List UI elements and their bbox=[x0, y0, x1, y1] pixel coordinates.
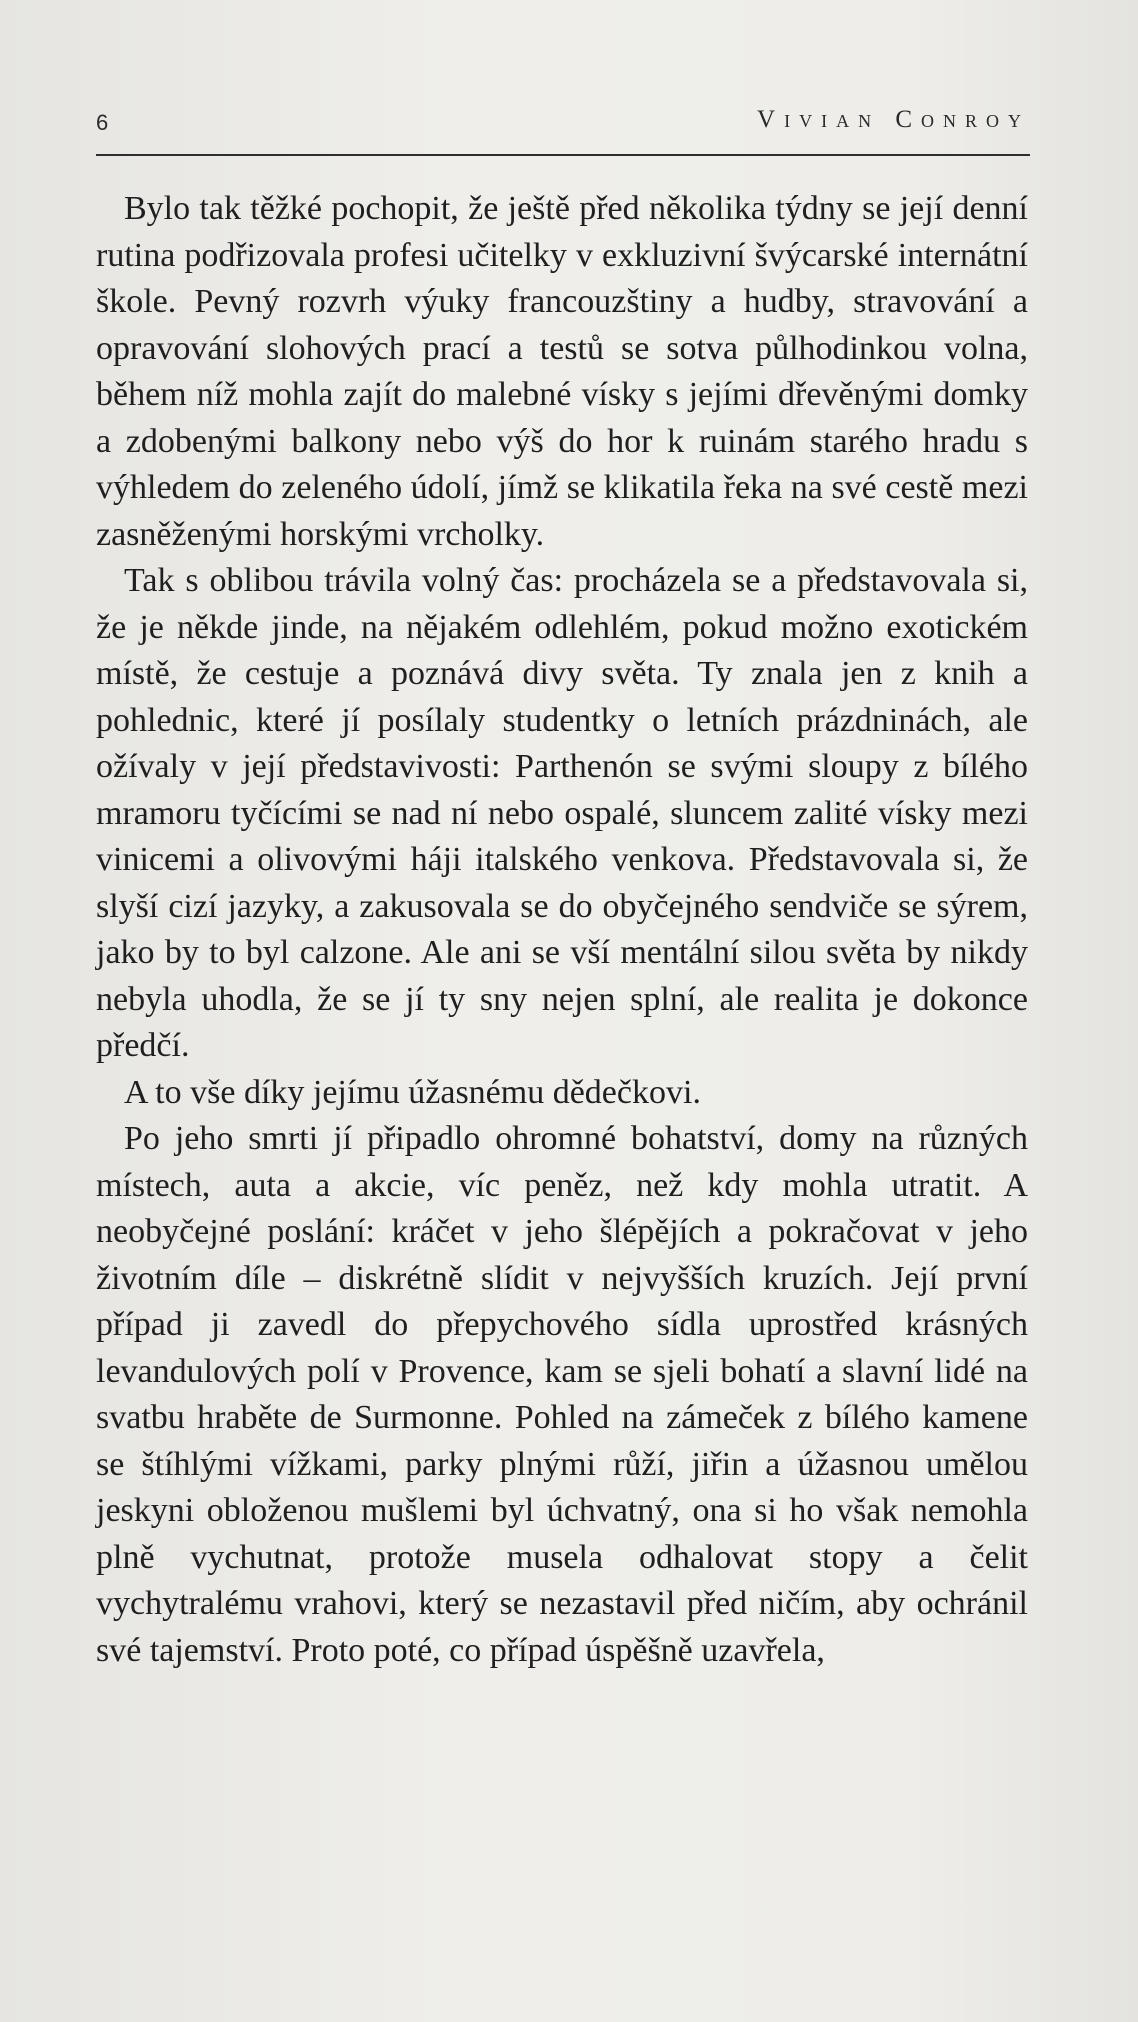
paragraph: Tak s oblibou trávila volný čas: procházela se a představovala si, že je někde jinde, na nějakém odlehlém, pokud možno exotickém místě, že cestuje a poznává divy světa. Ty znala jen z knih a pohlednic, které jí posílaly studentky o letních prázdninách, ale ožívaly v její představivosti: Parthenón se svými sloupy z bílého mramoru tyčícími se nad ní nebo ospalé, sluncem zalité vísky mezi vinicemi a olivovými háji italského venkova. Představovala si, že slyší cizí jazyky, a zakusovala se do obyčejného sendviče se sýrem, jako by to byl calzone. Ale ani se vší mentální silou světa by nikdy nebyla uhodla, že se jí ty sny nejen splní, ale realita je dokonce předčí. bbox=[96, 562, 1028, 1064]
running-head-author: Vivian Conroy bbox=[757, 106, 1030, 133]
paragraph: Bylo tak těžké pochopit, že ještě před několika týdny se její denní rutina podřizovala profesi učitelky v exkluzivní švýcarské internátní škole. Pevný rozvrh výuky francouzštiny a hudby, stravování a opravování slohových prací a testů se sotva půlhodinkou volna, během níž mohla zajít do malebné vísky s jejími dřevěnými domky a zdobenými balkony nebo výš do hor k ruinám starého hradu s výhledem do zeleného údolí, jímž se klikatila řeka na své cestě mezi zasněženými horskými vrcholky. bbox=[96, 190, 1028, 553]
paragraph: Po jeho smrti jí připadlo ohromné bohatství, domy na různých místech, auta a akcie, víc peněz, než kdy mohla utratit. A neobyčejné poslání: kráčet v jeho šlépějích a pokračovat v jeho životním díle – diskrétně slídit v nejvyšších kruzích. Její první případ ji zavedl do přepychového sídla uprostřed krásných levandulových polí v Provence, kam se sjeli bohatí a slavní lidé na svatbu hraběte de Surmonne. Pohled na zámeček z bílého kamene se štíhlými vížkami, parky plnými růží, jiřin a úžasnou umělou jeskyni obloženou mušlemi byl úchvatný, ona si ho však nemohla plně vychutnat, protože musela odhalovat stopy a čelit vychytralému vrahovi, který se nezastavil před ničím, aby ochránil své tajemství. Proto poté, co případ úspěšně uzavřela, bbox=[96, 1120, 1028, 1669]
paragraph: A to vše díky jejímu úžasnému dědečkovi. bbox=[124, 1073, 701, 1111]
page-header bbox=[96, 106, 1030, 146]
header-rule bbox=[96, 154, 1030, 156]
body-text bbox=[96, 186, 1028, 1674]
page-number: 6 bbox=[96, 110, 109, 135]
